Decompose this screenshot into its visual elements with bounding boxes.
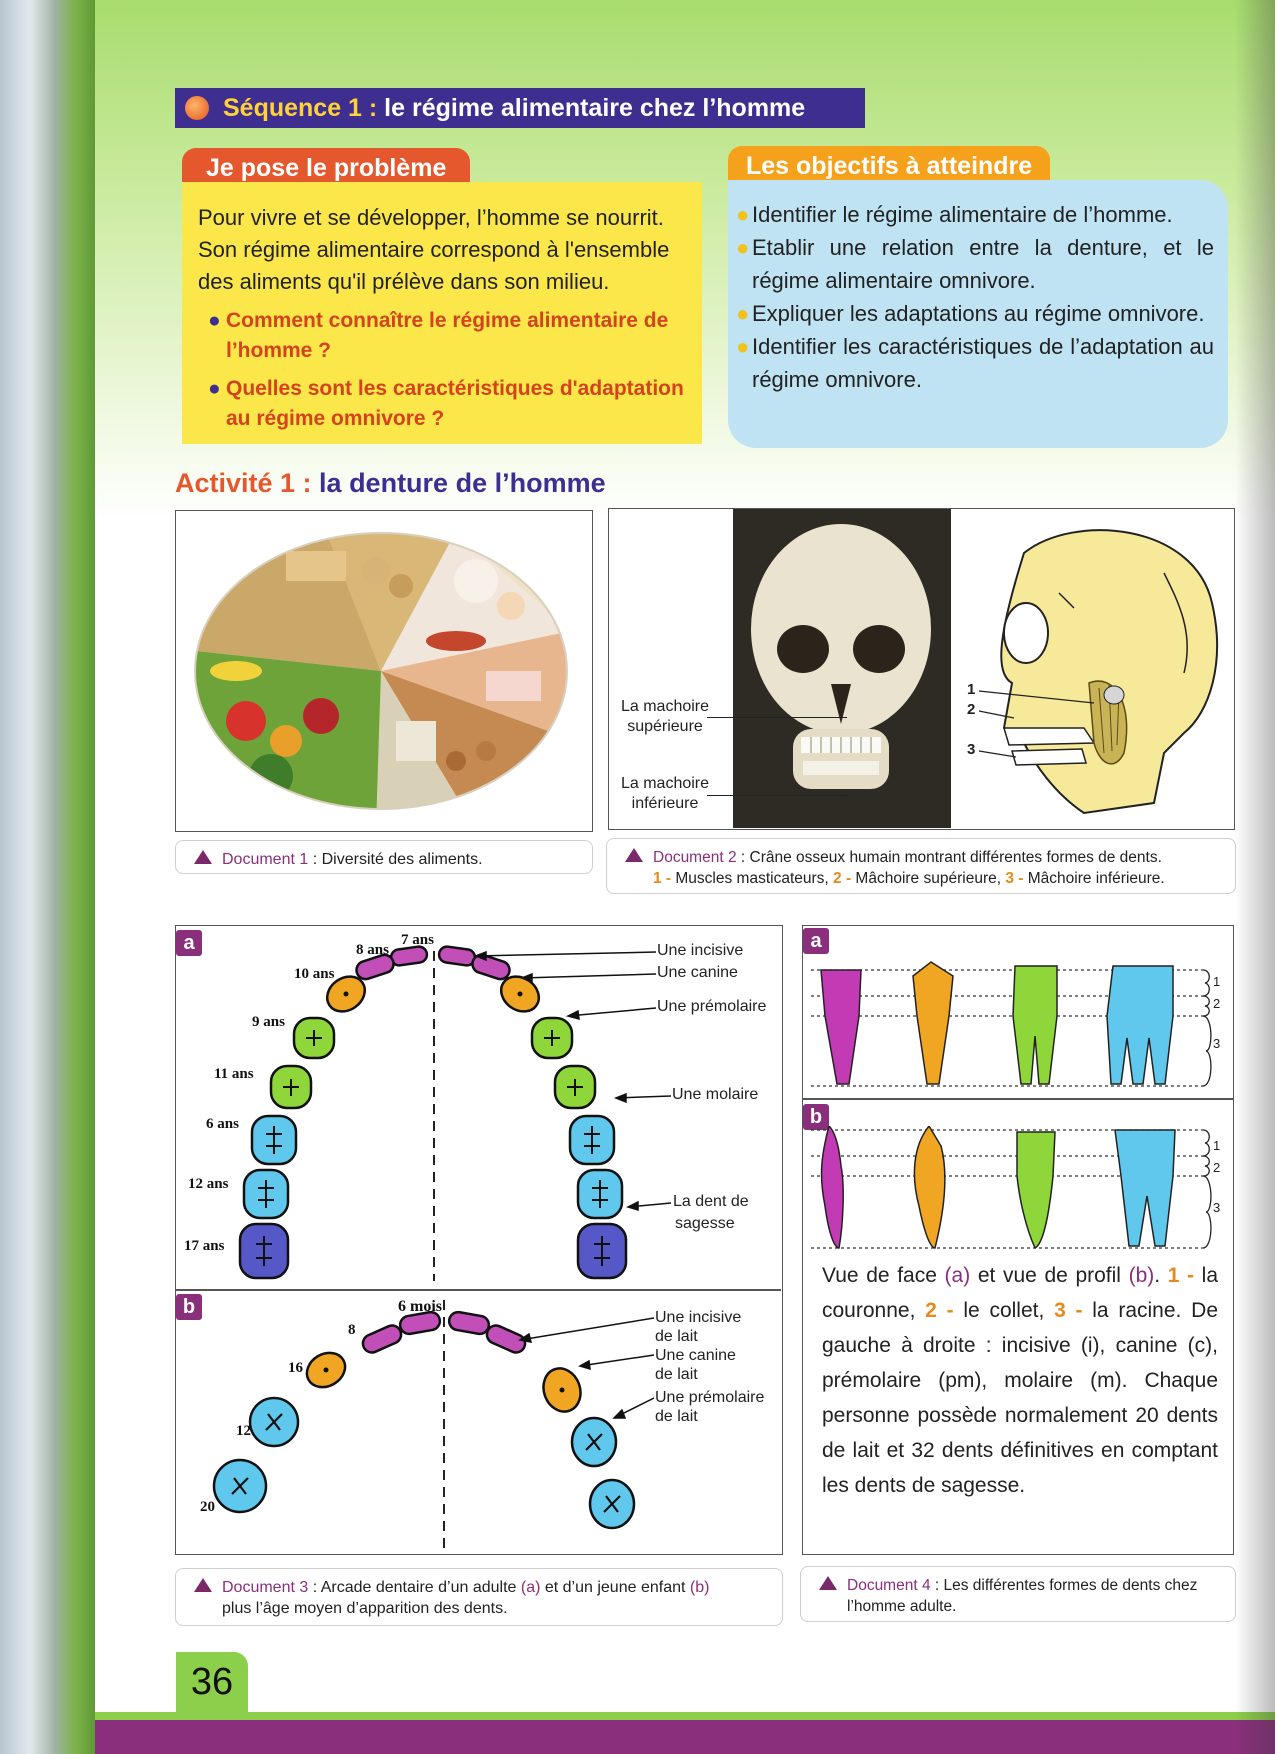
problem-box [182,182,702,444]
wisdom-tooth-label: La dent de sagesse [673,1193,749,1232]
age-label: 12 ans [188,1176,229,1192]
problem-question-1: ● Comment connaître le régime alimentaire de l’homme ? [208,309,669,362]
premolar-label: Une prémolaire [657,998,767,1015]
objectives-box [728,180,1228,448]
panel-label-b: b [803,1104,829,1130]
doc1-caption: Document 1 : Diversité des aliments. [175,840,593,874]
molar-label: Une molaire [672,1086,759,1103]
age-label: 10 ans [294,966,335,982]
age-label: 6 mois [398,1298,442,1315]
canine-label: Une canine [657,964,738,981]
panel-divider [803,1098,1233,1100]
milk-canine-label: Une canine de lait [655,1347,736,1383]
food-plate-illustration [176,511,591,829]
activity-title: Activité 1 : la denture de l’homme [175,468,606,498]
bottom-band [95,1712,1275,1754]
mark-1: 1 [967,681,976,698]
teeth-front-view [803,956,1233,1098]
page-number: 36 [176,1652,248,1712]
age-label: 8 [348,1322,356,1338]
triangle-icon [819,1576,837,1590]
triangle-icon [194,1578,212,1592]
skull-profile-diagram [964,513,1226,825]
doc4-description: Vue de face (a) et vue de profil (b). 1 - la couronne, 2 - le collet, 3 - la racine. De gauche à droite : incisive (i), canine (c), prémolaire (pm), molaire (m). Chaque personne possède normalement 20 dents de lait et 32 dents définitives en comptant les dents de sagesse. [822,1264,1219,1497]
milk-incisor-label: Une incisive de lait [655,1309,742,1345]
mark-1: 1 [1213,974,1221,989]
objective-item: ● Expliquer les adaptations au régime omnivore. [736,301,1205,326]
panel-label-b: b [176,1294,202,1320]
age-label: 7 ans [401,932,434,948]
age-label: 20 [200,1499,215,1515]
age-label: 12 [236,1423,251,1439]
mark-3: 3 [1213,1200,1221,1215]
age-label: 17 ans [184,1238,225,1254]
age-label: 6 ans [206,1116,239,1132]
doc3-frame [175,925,783,1555]
lower-jaw-label: La machoire inférieure [620,775,710,812]
page-edge-shadow [1235,0,1275,1754]
objective-item: ● Identifier les caractéristiques de l’adaptation au régime omnivore. [736,334,1214,392]
mark-3: 3 [1213,1036,1221,1051]
panel-label-a: a [176,930,202,956]
mark-2: 2 [967,701,976,718]
age-label: 8 ans [356,942,389,958]
doc4-caption: Document 4 : Les différentes formes de dents chez l’homme adulte. [800,1566,1236,1622]
doc1-frame [175,510,593,832]
doc2-frame [608,508,1235,830]
sequence-title: Séquence 1 : le régime alimentaire chez l’homme [223,93,806,122]
book-spine [0,0,95,1754]
problem-question-2: ● Quelles sont les caractéristiques d'adaptation au régime omnivore ? [208,377,684,430]
sequence-header [175,88,865,128]
problem-tab: Je pose le problème [182,148,470,188]
doc3-caption: Document 3 : Arcade dentaire d’un adulte (a) et d’un jeune enfant (b) plus l’âge moyen d’apparition des dents. [175,1568,783,1626]
doc2-caption: Document 2 : Crâne osseux humain montrant différentes formes de dents. 1 - Muscles masticateurs, 2 - Mâchoire supérieure, 3 - Mâchoire inférieure. [606,838,1236,894]
objectives-tab: Les objectifs à atteindre [728,146,1050,186]
triangle-icon [625,848,643,862]
age-label: 9 ans [252,1014,285,1030]
upper-jaw-label: La machoire supérieure [620,698,710,735]
incisor-label: Une incisive [657,942,744,959]
mark-2: 2 [1213,996,1221,1011]
objective-item: ● Identifier le régime alimentaire de l’homme. [736,202,1173,227]
lower-jaw-pointer [707,795,847,796]
triangle-icon [194,850,212,864]
teeth-profile-view [803,1126,1233,1254]
age-label: 16 [288,1360,303,1376]
age-label: 11 ans [214,1066,254,1082]
mark-2: 2 [1213,1160,1221,1175]
skull-photo [733,509,951,828]
objective-item: ● Etablir une relation entre la denture, et le régime alimentaire omnivore. [736,235,1214,293]
upper-jaw-pointer [707,717,847,718]
mark-1: 1 [1213,1138,1221,1153]
panel-label-a: a [803,928,829,954]
bullet-circle-icon [185,96,209,120]
problem-text: Pour vivre et se développer, l’homme se nourrit. Son régime alimentaire correspond à l'ensemble des aliments qu'il prélève dans son milieu. [198,205,670,294]
milk-premolar-label: Une prémolaire de lait [655,1389,765,1425]
mark-3: 3 [967,741,976,758]
